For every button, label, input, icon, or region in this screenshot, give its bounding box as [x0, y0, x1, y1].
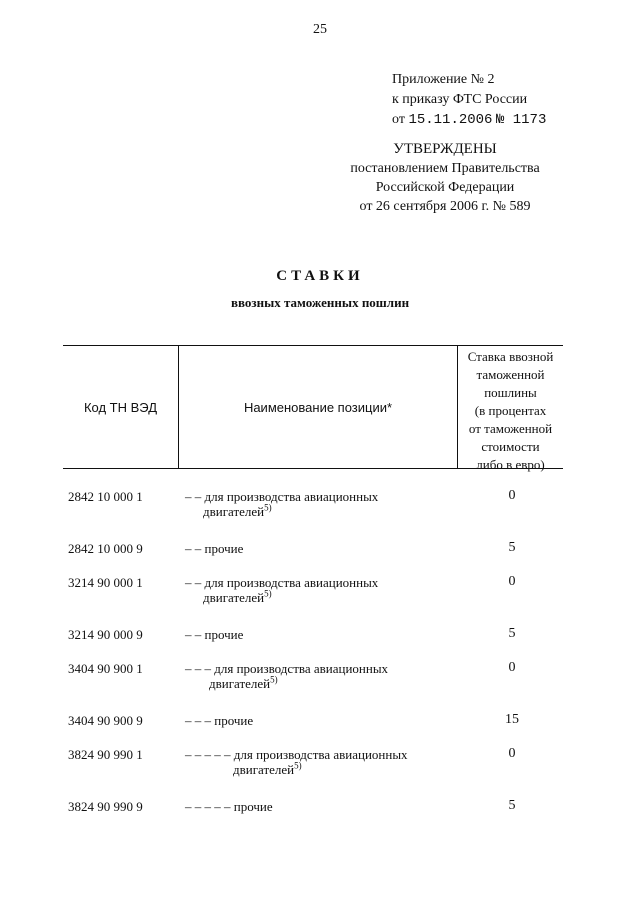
- approval-heading: УТВЕРЖДЕНЫ: [393, 141, 497, 157]
- row-dashes: – – – – –: [185, 799, 231, 814]
- row-name: [185, 713, 253, 728]
- row-name: [185, 541, 243, 556]
- row-dashes: – –: [185, 627, 202, 642]
- row-code: 2842 10 000 1: [68, 489, 143, 504]
- row-name-line-2: двигателей: [233, 762, 295, 777]
- row-code: 2842 10 000 9: [68, 541, 143, 556]
- row-dashes: – –: [185, 575, 202, 590]
- annex-block: [392, 70, 546, 130]
- row-rate: 5: [508, 798, 516, 813]
- footnote-ref: 5): [264, 588, 272, 599]
- annex-date-prefix: от: [392, 112, 405, 127]
- annex-number: № 1173: [495, 112, 547, 128]
- row-name-line-1: для производства авиационных: [233, 747, 408, 762]
- row-dashes: – –: [185, 541, 202, 556]
- row-name-line-1: прочие: [214, 713, 254, 728]
- row-dashes: – – – – –: [185, 747, 231, 762]
- row-name-line-2: двигателей: [203, 504, 265, 519]
- page-number: 25: [313, 22, 327, 37]
- approval-block: [340, 140, 550, 216]
- header-rate-line: от таможенной: [468, 421, 553, 436]
- row-name-line-2: двигателей: [203, 590, 265, 605]
- row-name-line-2: двигателей: [209, 676, 271, 691]
- approval-line-2: Российской Федерации: [375, 180, 515, 195]
- row-code: 3214 90 000 1: [68, 575, 143, 590]
- row-name-line-1: прочие: [204, 627, 244, 642]
- row-name: [185, 575, 378, 605]
- row-dashes: – –: [185, 489, 202, 504]
- row-rate: 5: [508, 540, 516, 555]
- row-rate: 15: [505, 712, 519, 727]
- header-rate-line: пошлины: [484, 385, 537, 400]
- row-name: [185, 489, 378, 519]
- document-subtitle: ввозных таможенных пошлин: [230, 295, 410, 310]
- row-rate: 0: [508, 488, 516, 503]
- header-rate-line: Ставка ввозной: [467, 349, 554, 364]
- document-title: СТАВКИ: [276, 268, 364, 284]
- row-rate: 0: [508, 746, 516, 761]
- row-code: 3824 90 990 9: [68, 799, 143, 814]
- header-rate-line: либо в евро): [476, 457, 545, 472]
- row-code: 3824 90 990 1: [68, 747, 143, 762]
- row-code: 3404 90 900 9: [68, 713, 143, 728]
- footnote-ref: 5): [264, 502, 272, 513]
- footnote-ref: 5): [294, 760, 302, 771]
- header-rate-line: стоимости: [481, 439, 540, 454]
- annex-line-3: [392, 110, 546, 130]
- row-dashes: – – –: [185, 661, 211, 676]
- row-name: [185, 799, 273, 814]
- row-name-line-1: для производства авиационных: [204, 489, 379, 504]
- row-code: 3404 90 900 1: [68, 661, 143, 676]
- annex-line-2: к приказу ФТС России: [392, 92, 528, 107]
- header-code: Код ТН ВЭД: [83, 400, 158, 415]
- row-code: 3214 90 000 9: [68, 627, 143, 642]
- row-name-line-1: для производства авиационных: [214, 661, 389, 676]
- approval-line-3: от 26 сентября 2006 г. № 589: [359, 199, 531, 214]
- row-rate: 0: [508, 660, 516, 675]
- row-name: [185, 747, 408, 777]
- annex-line-1: Приложение № 2: [392, 72, 495, 87]
- footnote-ref: 5): [270, 674, 278, 685]
- table-top-border: [63, 345, 563, 346]
- row-dashes: – – –: [185, 713, 211, 728]
- header-name: Наименование позиции*: [243, 400, 393, 415]
- row-name-line-1: прочие: [204, 541, 244, 556]
- row-name: [185, 661, 388, 691]
- header-rate-line: (в процентах: [474, 403, 547, 418]
- row-rate: 0: [508, 574, 516, 589]
- row-name-line-1: для производства авиационных: [204, 575, 379, 590]
- annex-date: 15.11.2006: [408, 112, 493, 128]
- header-rate: [458, 348, 563, 474]
- row-rate: 5: [508, 626, 516, 641]
- approval-line-1: постановлением Правительства: [350, 161, 540, 176]
- header-rate-line: таможенной: [476, 367, 545, 382]
- row-name: [185, 627, 243, 642]
- row-name-line-1: прочие: [233, 799, 273, 814]
